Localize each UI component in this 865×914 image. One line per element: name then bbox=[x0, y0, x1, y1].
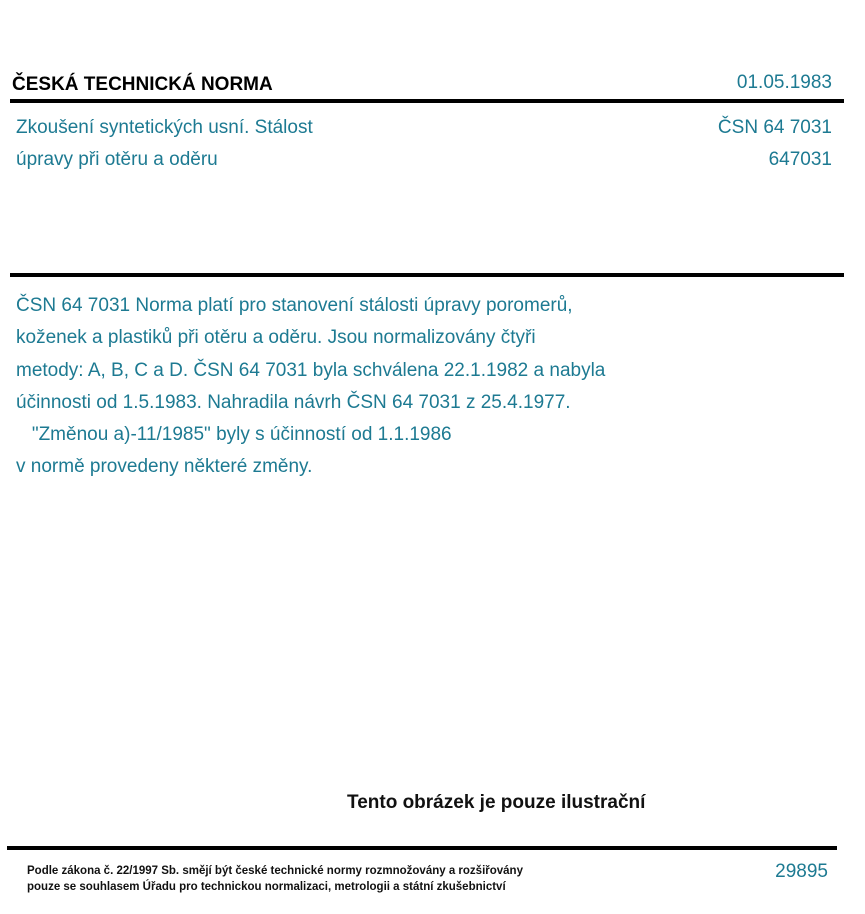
description-text bbox=[16, 290, 605, 484]
footer-divider bbox=[7, 846, 837, 850]
description-line: metody: A, B, C a D. ČSN 64 7031 byla schválena 22.1.1982 a nabyla bbox=[16, 359, 606, 381]
description-line: v normě provedeny některé změny. bbox=[16, 456, 313, 478]
legal-line-1: Podle zákona č. 22/1997 Sb. smějí být české technické normy rozmnožovány a rozšiřovány bbox=[27, 865, 523, 877]
subject-line-2: úpravy při otěru a oděru bbox=[16, 149, 218, 170]
document-title: ČESKÁ TECHNICKÁ NORMA bbox=[12, 74, 273, 95]
description-line: účinnosti od 1.5.1983. Nahradila návrh ČSN 64 7031 z 25.4.1977. bbox=[16, 391, 571, 413]
description-line: koženek a plastiků při otěru a oděru. Jsou normalizovány čtyři bbox=[16, 327, 536, 349]
standard-code: ČSN 64 7031 bbox=[717, 117, 832, 138]
legal-notice bbox=[27, 863, 523, 895]
description-line: "Změnou a)-11/1985" byly s účinností od 1.1.1986 bbox=[16, 424, 452, 446]
header-divider bbox=[10, 99, 844, 103]
subject-line-1: Zkoušení syntetických usní. Stálost bbox=[16, 117, 313, 138]
effective-date: 01.05.1983 bbox=[736, 72, 832, 93]
section-divider bbox=[10, 273, 844, 277]
illustration-note: Tento obrázek je pouze ilustrační bbox=[347, 792, 646, 813]
document-number: 29895 bbox=[775, 861, 828, 882]
description-line: ČSN 64 7031 Norma platí pro stanovení stálosti úpravy poromerů, bbox=[16, 295, 573, 316]
legal-line-2: pouze se souhlasem Úřadu pro technickou normalizaci, metrologii a státní zkušebnictví bbox=[27, 881, 506, 893]
class-number: 647031 bbox=[768, 149, 832, 170]
